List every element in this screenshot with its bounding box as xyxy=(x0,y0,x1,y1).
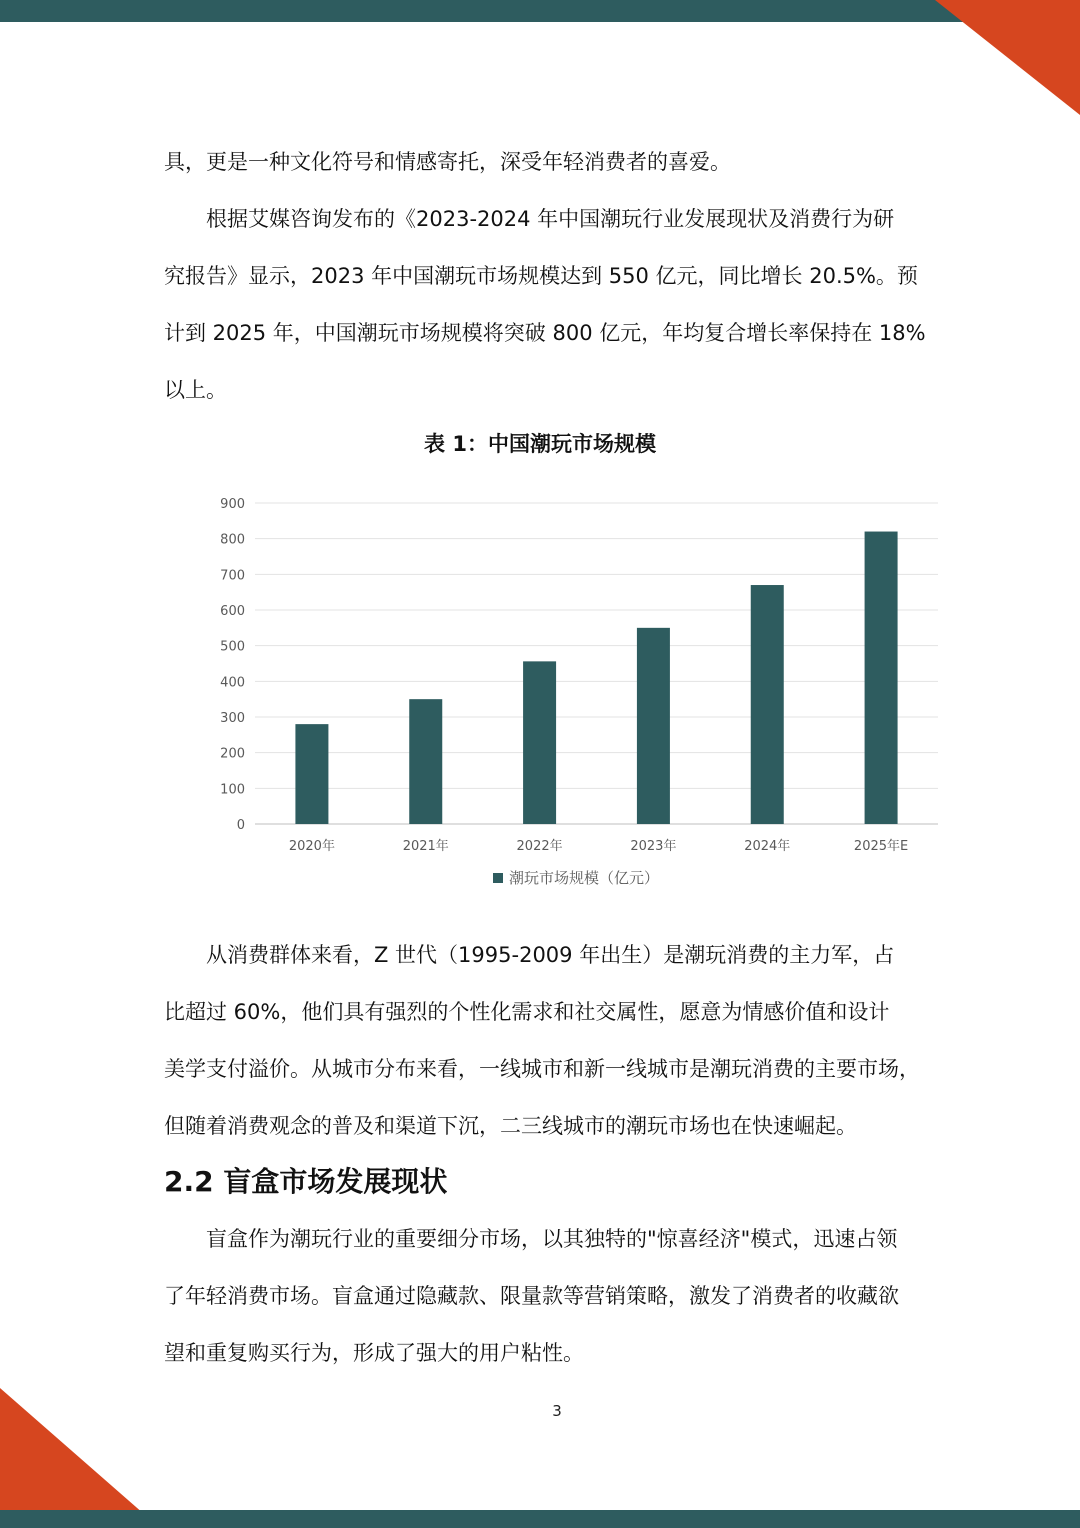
text-line: 望和重复购买行为，形成了强大的用户粘性。 xyxy=(164,1341,584,1365)
bar xyxy=(295,724,328,824)
y-tick-label: 500 xyxy=(220,639,245,655)
text-line: 计到 2025 年，中国潮玩市场规模将突破 800 亿元，年均复合增长率保持在 18% xyxy=(164,321,926,345)
y-tick-label: 900 xyxy=(220,497,245,512)
text-line: 了年轻消费市场。盲盒通过隐藏款、限量款等营销策略，激发了消费者的收藏欲 xyxy=(164,1284,899,1308)
y-tick-label: 600 xyxy=(220,604,245,619)
x-tick-label: 2021年 xyxy=(402,839,449,854)
text-line: 究报告》显示，2023 年中国潮玩市场规模达到 550 亿元，同比增长 20.5%。预 xyxy=(164,264,918,288)
table-title: 表 1：中国潮玩市场规模 xyxy=(424,432,656,456)
y-tick-label: 700 xyxy=(220,568,245,584)
y-tick-label: 800 xyxy=(220,532,245,548)
y-tick-label: 300 xyxy=(220,711,245,726)
text-line: 从消费群体来看，Z 世代（1995-2009 年出生）是潮玩消费的主力军，占 xyxy=(206,943,895,967)
page-number: 3 xyxy=(552,1402,562,1420)
y-tick-label: 0 xyxy=(236,818,245,833)
text-line: 比超过 60%，他们具有强烈的个性化需求和社交属性，愿意为情感价值和设计 xyxy=(164,1000,890,1024)
text-line: 但随着消费观念的普及和渠道下沉，二三线城市的潮玩市场也在快速崛起。 xyxy=(164,1114,857,1138)
x-tick-label: 2023年 xyxy=(630,839,677,854)
bottom-band xyxy=(0,1510,1080,1528)
x-tick-label: 2024年 xyxy=(744,839,791,854)
bar xyxy=(523,661,556,824)
x-tick-label: 2022年 xyxy=(516,839,563,854)
y-tick-label: 400 xyxy=(220,675,245,691)
bar xyxy=(409,699,442,824)
legend-swatch xyxy=(493,873,503,883)
x-tick-label: 2020年 xyxy=(288,839,335,854)
text-line: 美学支付溢价。从城市分布来看，一线城市和新一线城市是潮玩消费的主要市场， xyxy=(164,1057,920,1081)
bar xyxy=(865,532,898,824)
text-line: 盲盒作为潮玩行业的重要细分市场，以其独特的"惊喜经济"模式，迅速占领 xyxy=(206,1227,898,1251)
text-line: 根据艾媒咨询发布的《2023-2024 年中国潮玩行业发展现状及消费行为研 xyxy=(206,207,895,231)
bar xyxy=(751,585,784,824)
section-heading: 2.2 盲盒市场发展现状 xyxy=(164,1165,448,1198)
y-tick-label: 200 xyxy=(220,746,245,762)
bar-chart xyxy=(200,480,960,900)
text-line: 以上。 xyxy=(164,378,227,402)
x-tick-label: 2025年E xyxy=(853,839,909,854)
text-line: 具，更是一种文化符号和情感寄托，深受年轻消费者的喜爱。 xyxy=(164,150,731,174)
bar xyxy=(637,628,670,824)
top-band xyxy=(0,0,1080,22)
legend-label: 潮玩市场规模（亿元） xyxy=(509,869,660,887)
corner-decoration-top-right xyxy=(935,0,1080,115)
y-tick-label: 100 xyxy=(220,782,245,798)
